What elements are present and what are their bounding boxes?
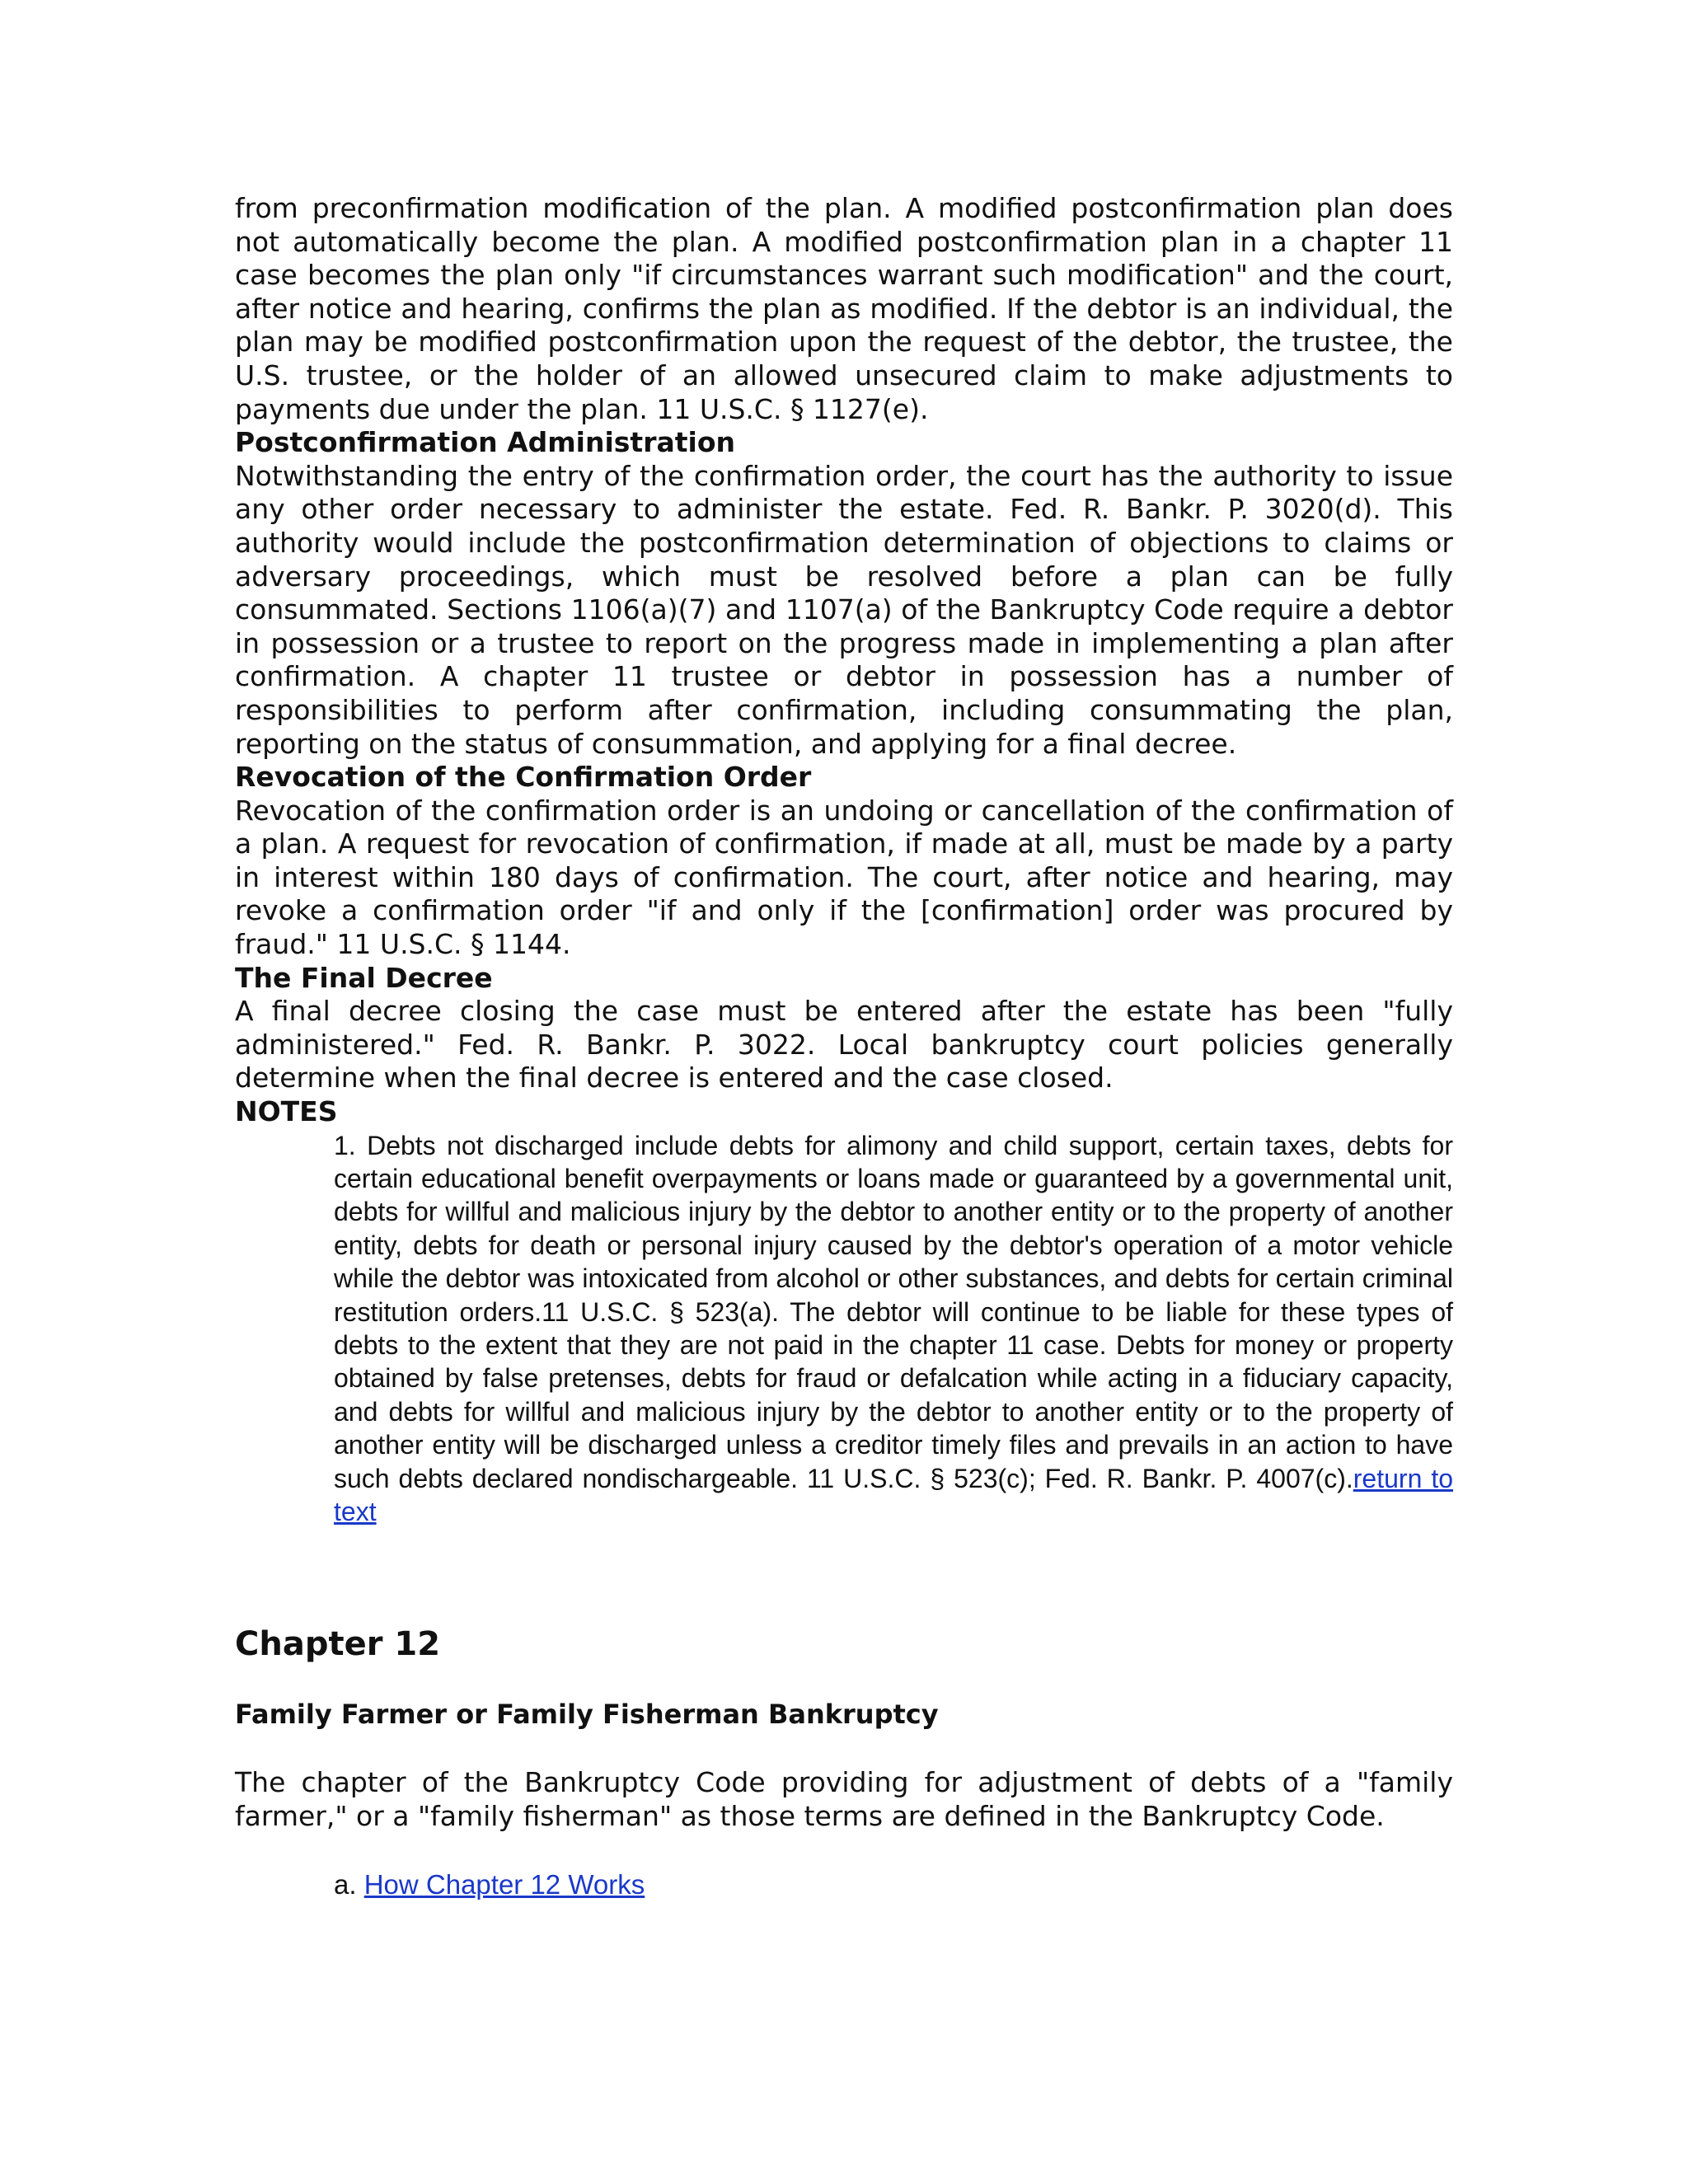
intro-paragraph: from preconfirmation modification of the plan. A modified postconfirmation plan does not automatically become the plan. A modified postconfirmation plan in a chapter 11 case becomes the plan only "if circumstances warrant such modification" and the court, after notice and hearing, confirms the plan as modified. If the debtor is an individual, the plan may be modified postconfirmation upon the request of the debtor, the trustee, the U.S. trustee, or the holder of an allowed unsecured claim to make adjustments to payments due under the plan. 11 U.S.C. § 1127(e). <box>235 192 1453 425</box>
document-page <box>235 192 1453 1901</box>
notes-heading: NOTES <box>235 1095 338 1128</box>
note-1-text: 1. Debts not discharged include debts for alimony and child support, certain taxes, debts for certain educational benefit overpayments or loans made or guaranteed by a governmental unit, debts for willful and malicious injury by the debtor to another entity or to the property of another entity, debts for death or personal injury caused by the debtor's operation of a motor vehicle while the debtor was intoxicated from alcohol or other substances, and debts for certain criminal restitution orders.11 U.S.C. § 523(a). The debtor will continue to be liable for these types of debts to the extent that they are not paid in the chapter 11 case. Debts for money or property obtained by false pretenses, debts for fraud or defalcation while acting in a fiduciary capacity, and debts for willful and malicious injury by the debtor to another entity or to the property of another entity will be discharged unless a creditor timely files and prevails in an action to have such debts declared nondischargeable. 11 U.S.C. § 523(c); Fed. R. Bankr. P. 4007(c). <box>334 1130 1453 1493</box>
how-chapter-12-works-link[interactable]: How Chapter 12 Works <box>363 1868 645 1900</box>
final-decree-heading: The Final Decree <box>235 961 493 994</box>
final-decree-paragraph: A final decree closing the case must be entered after the estate has been "fully administered." Fed. R. Bankr. P. 3022. Local bankruptcy court policies generally determine when the final decree is entered and the case closed. <box>235 995 1453 1094</box>
postconfirmation-heading: Postconfirmation Administration <box>235 426 736 459</box>
chapter-12-subtitle: Family Farmer or Family Fisherman Bankruptcy <box>235 1698 939 1730</box>
toc-item-marker: a. <box>334 1868 357 1900</box>
chapter-12-description: The chapter of the Bankruptcy Code providing for adjustment of debts of a "family farmer," or a "family fisherman" as those terms are defined in the Bankruptcy Code. <box>235 1765 1453 1832</box>
return-to-text-link[interactable]: return to text <box>334 1463 1454 1527</box>
revocation-paragraph: Revocation of the confirmation order is an undoing or cancellation of the confirmation of a plan. A request for revocation of confirmation, if made at all, must be made by a party in interest within 180 days of confirmation. The court, after notice and hearing, may revoke a confirmation order "if and only if the [confirmation] order was procured by fraud." 11 U.S.C. § 1144. <box>235 794 1453 961</box>
toc-item <box>334 1868 1453 1901</box>
revocation-heading: Revocation of the Confirmation Order <box>235 761 812 794</box>
chapter-12-toc <box>235 1868 1453 1901</box>
note-1 <box>235 1129 1453 1529</box>
chapter-12-title: Chapter 12 <box>235 1624 441 1663</box>
postconfirmation-paragraph: Notwithstanding the entry of the confirmation order, the court has the authority to issue any other order necessary to administer the estate. Fed. R. Bankr. P. 3020(d). This authority would include the postconfirmation determination of objections to claims or adversary proceedings, which must be resolved before a plan can be fully consummated. Sections 1106(a)(7) and 1107(a) of the Bankruptcy Code require a debtor in possession or a trustee to report on the progress made in implementing a plan after confirmation. A chapter 11 trustee or debtor in possession has a number of responsibilities to perform after confirmation, including consummating the plan, reporting on the status of consummation, and applying for a final decree. <box>235 459 1453 760</box>
